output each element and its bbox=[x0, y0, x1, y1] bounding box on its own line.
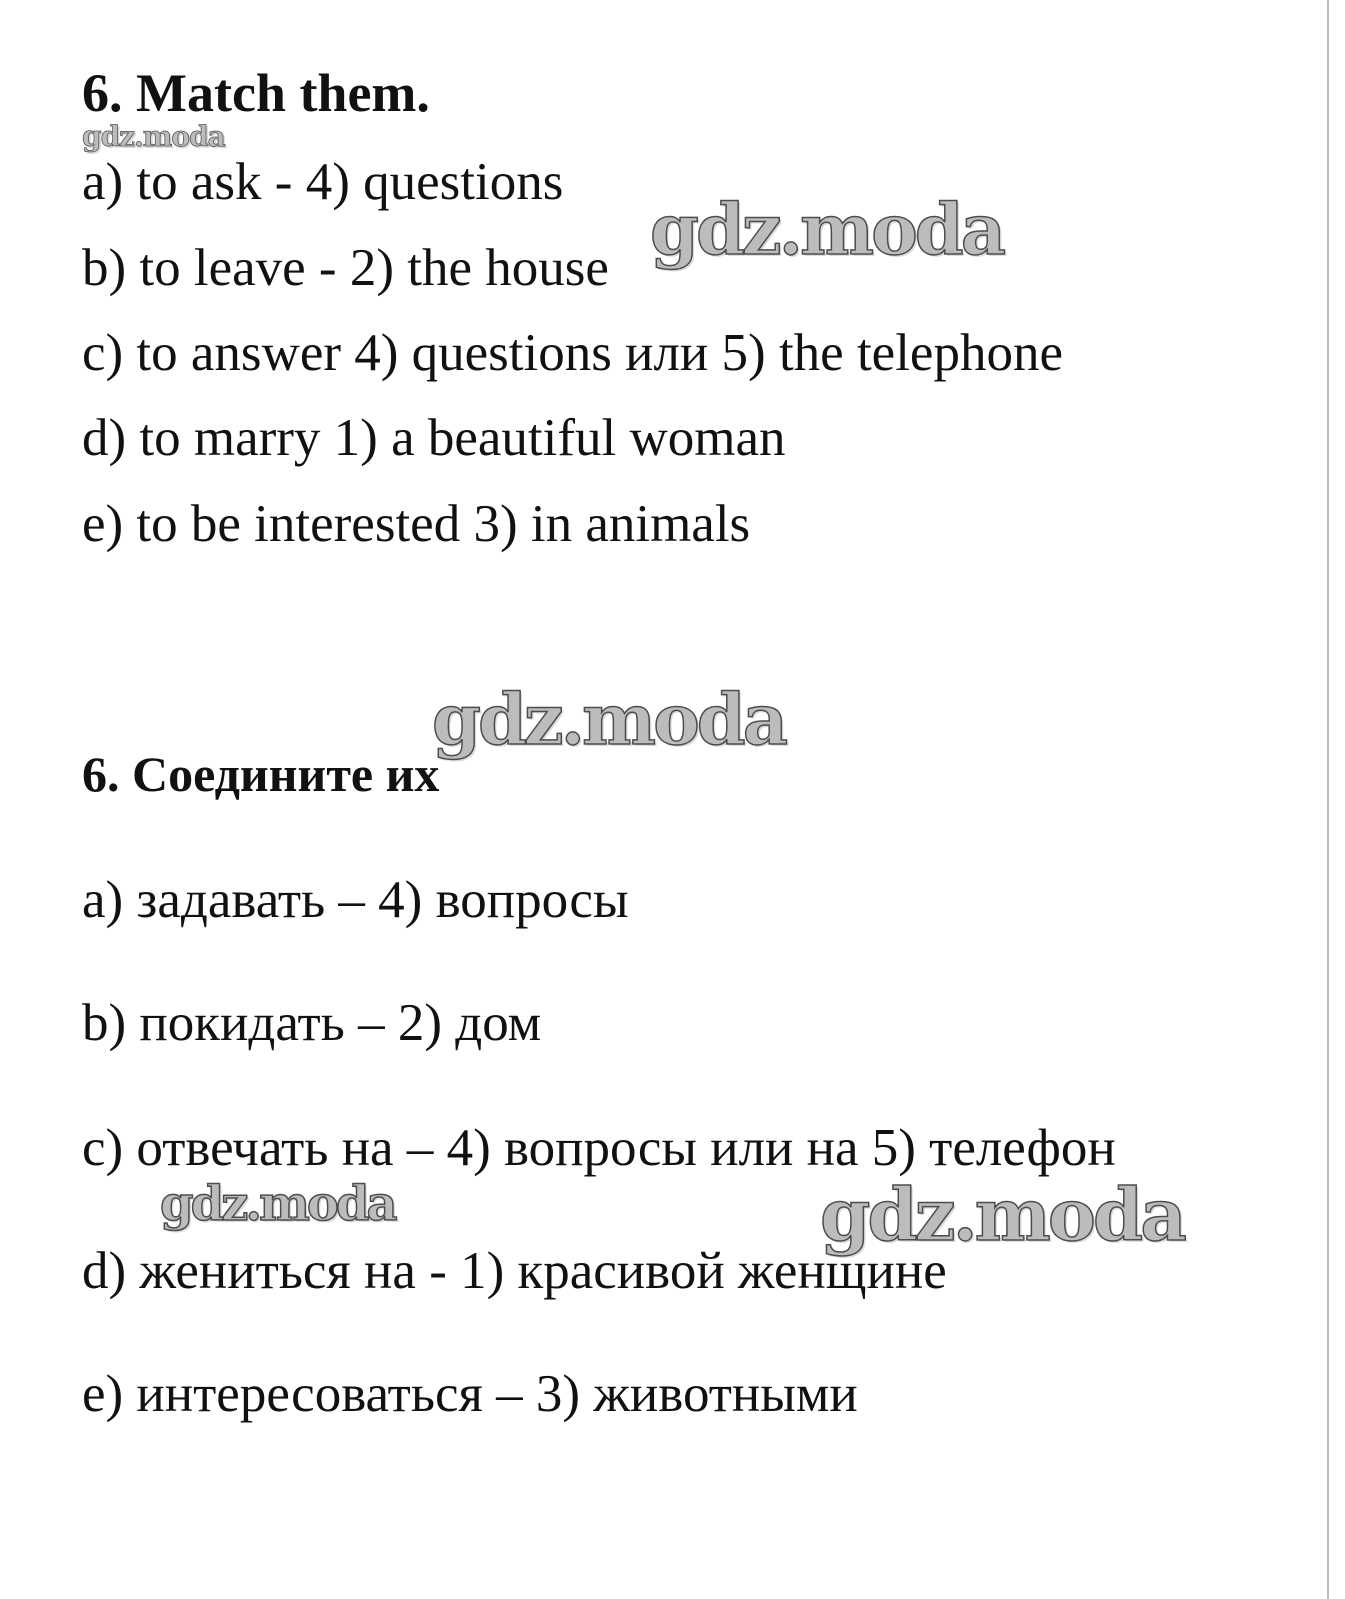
english-line-e: e) to be interested 3) in animals bbox=[82, 495, 751, 553]
russian-line-d: d) жениться на - 1) красивой женщине bbox=[82, 1242, 947, 1300]
english-line-d: d) to marry 1) a beautiful woman bbox=[82, 409, 786, 467]
watermark-top-right: gdz.moda bbox=[650, 188, 1004, 271]
russian-line-e: e) интересоваться – 3) животными bbox=[82, 1365, 858, 1423]
english-line-a: a) to ask - 4) questions bbox=[82, 153, 564, 211]
page-border bbox=[1327, 0, 1329, 1599]
russian-line-c: c) отвечать на – 4) вопросы или на 5) телефон bbox=[82, 1119, 1116, 1177]
watermark-lower-right: gdz.moda bbox=[820, 1172, 1184, 1257]
english-line-b: b) to leave - 2) the house bbox=[82, 239, 609, 297]
russian-heading: 6. Соедините их bbox=[82, 746, 440, 802]
watermark-small-top: gdz.moda bbox=[82, 120, 225, 153]
russian-line-a: a) задавать – 4) вопросы bbox=[82, 871, 629, 929]
english-heading: 6. Match them. bbox=[82, 63, 430, 123]
english-line-c: c) to answer 4) questions или 5) the telephone bbox=[82, 324, 1063, 382]
russian-line-b: b) покидать – 2) дом bbox=[82, 994, 542, 1052]
watermark-middle: gdz.moda bbox=[432, 678, 786, 761]
watermark-lower-left: gdz.moda bbox=[160, 1176, 395, 1232]
